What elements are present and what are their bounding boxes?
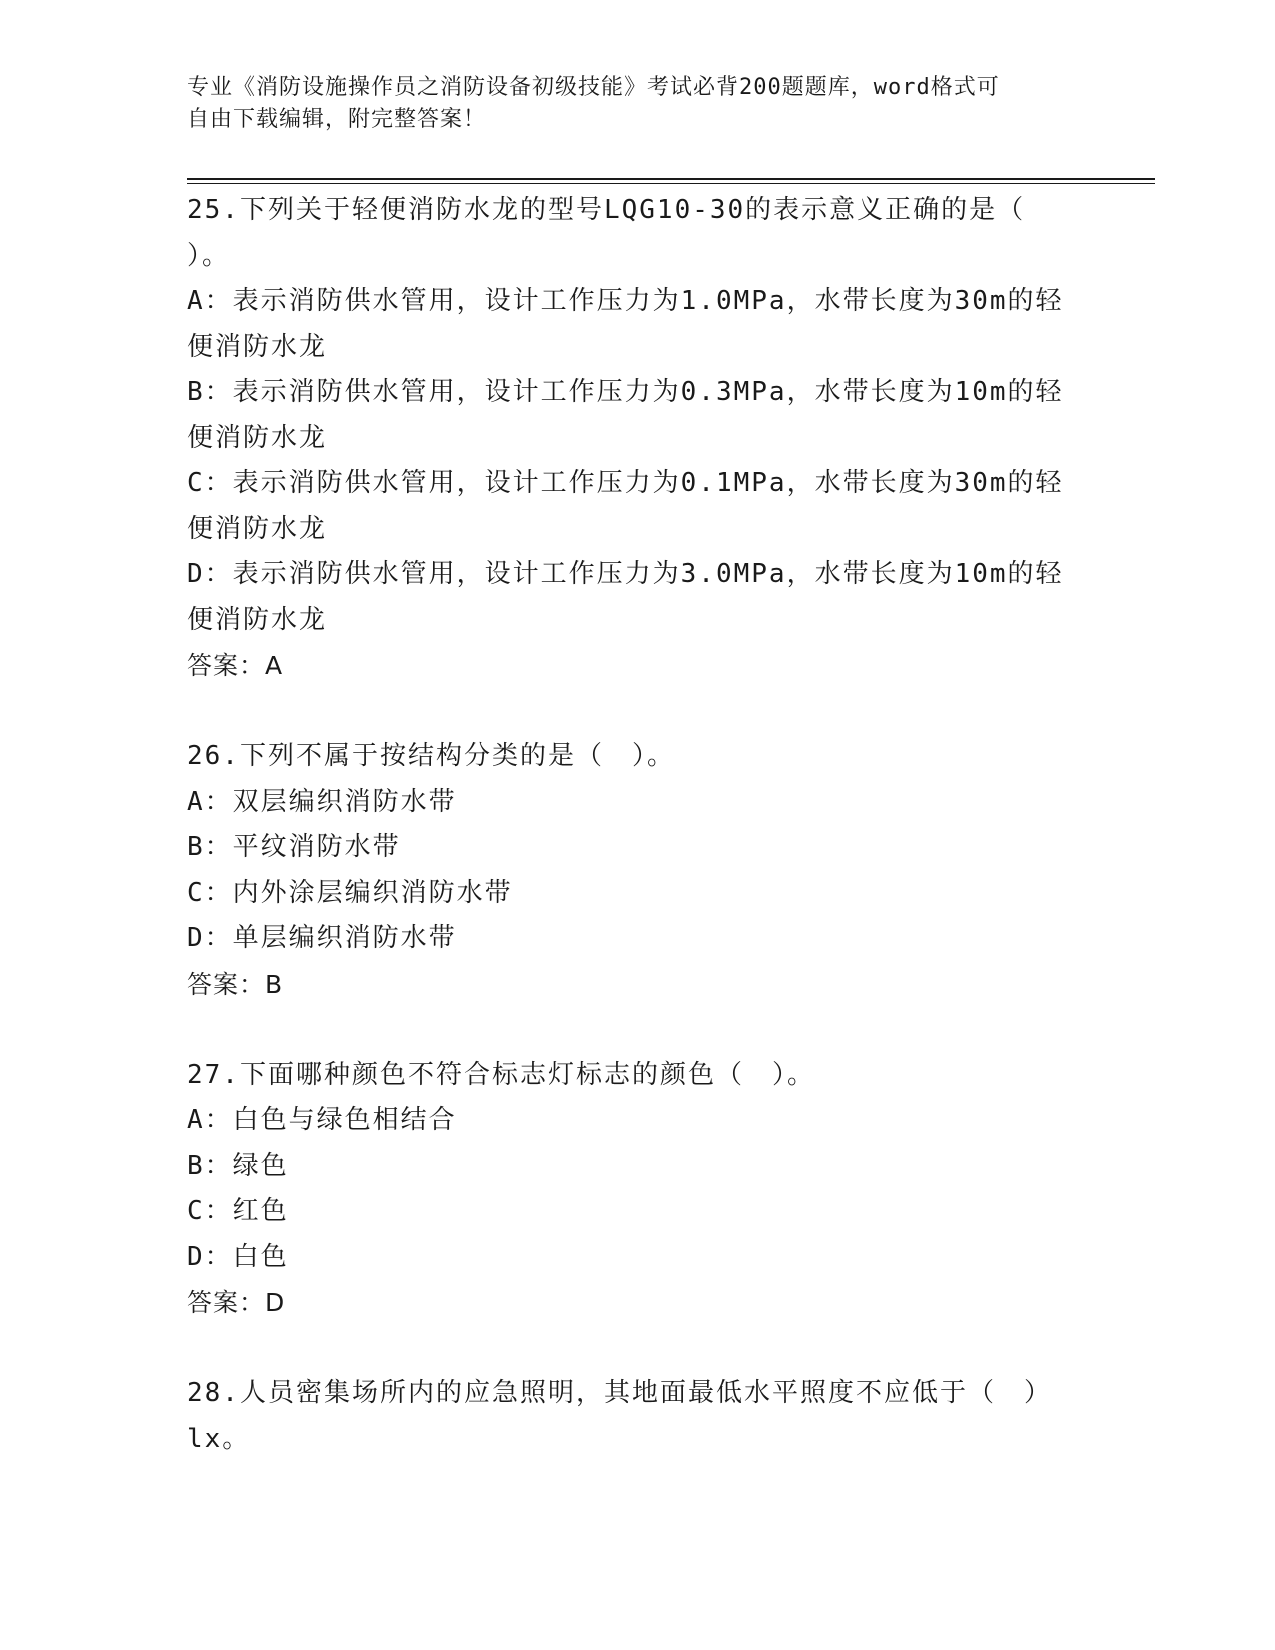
question-25 bbox=[187, 188, 1087, 689]
option-b: B：平纹消防水带 bbox=[187, 832, 401, 862]
question-stem: 26.下列不属于按结构分类的是（ ）。 bbox=[187, 741, 675, 771]
option-c: C：红色 bbox=[187, 1196, 289, 1226]
spacer bbox=[187, 1326, 1087, 1372]
question-list bbox=[187, 188, 1087, 1462]
question-stem-continued: lx。 bbox=[187, 1423, 251, 1454]
option-a-continued: 便消防水龙 bbox=[187, 331, 328, 362]
option-a: A：双层编织消防水带 bbox=[187, 786, 457, 817]
spacer bbox=[187, 1007, 1087, 1053]
question-stem-continued: ）。 bbox=[187, 240, 231, 271]
question-26 bbox=[187, 734, 1087, 1007]
question-stem: 28.人员密集场所内的应急照明，其地面最低水平照度不应低于（ ） bbox=[187, 1378, 1052, 1408]
option-d: D：单层编织消防水带 bbox=[187, 923, 457, 953]
header-divider-thin bbox=[187, 183, 1155, 184]
answer: 答案：A bbox=[187, 651, 284, 680]
answer: 答案：D bbox=[187, 1288, 286, 1317]
header-divider-thick bbox=[187, 178, 1155, 180]
option-a: A：白色与绿色相结合 bbox=[187, 1105, 457, 1135]
header-line-2: 自由下载编辑，附完整答案！ bbox=[187, 107, 487, 132]
answer: 答案：B bbox=[187, 969, 284, 999]
option-b: B：绿色 bbox=[187, 1150, 289, 1181]
option-d-continued: 便消防水龙 bbox=[187, 604, 328, 635]
spacer bbox=[187, 689, 1087, 735]
option-d: D：表示消防供水管用，设计工作压力为3.0MPa，水带长度为10m的轻 bbox=[187, 559, 1064, 589]
option-c: C：内外涂层编织消防水带 bbox=[187, 877, 513, 908]
document-header bbox=[187, 72, 1087, 136]
option-b-continued: 便消防水龙 bbox=[187, 422, 328, 453]
question-stem: 25.下列关于轻便消防水龙的型号LQG10-30的表示意义正确的是（ bbox=[187, 195, 1026, 225]
option-a: A：表示消防供水管用，设计工作压力为1.0MPa，水带长度为30m的轻 bbox=[187, 286, 1064, 316]
question-27 bbox=[187, 1053, 1087, 1326]
option-c-continued: 便消防水龙 bbox=[187, 513, 328, 544]
option-d: D：白色 bbox=[187, 1241, 289, 1272]
question-stem: 27.下面哪种颜色不符合标志灯标志的颜色（ ）。 bbox=[187, 1059, 815, 1090]
option-b: B：表示消防供水管用，设计工作压力为0.3MPa，水带长度为10m的轻 bbox=[187, 377, 1064, 407]
header-line-1: 专业《消防设施操作员之消防设备初级技能》考试必背200题题库，word格式可 bbox=[187, 75, 1000, 100]
option-c: C：表示消防供水管用，设计工作压力为0.1MPa，水带长度为30m的轻 bbox=[187, 468, 1064, 498]
question-28 bbox=[187, 1371, 1087, 1462]
